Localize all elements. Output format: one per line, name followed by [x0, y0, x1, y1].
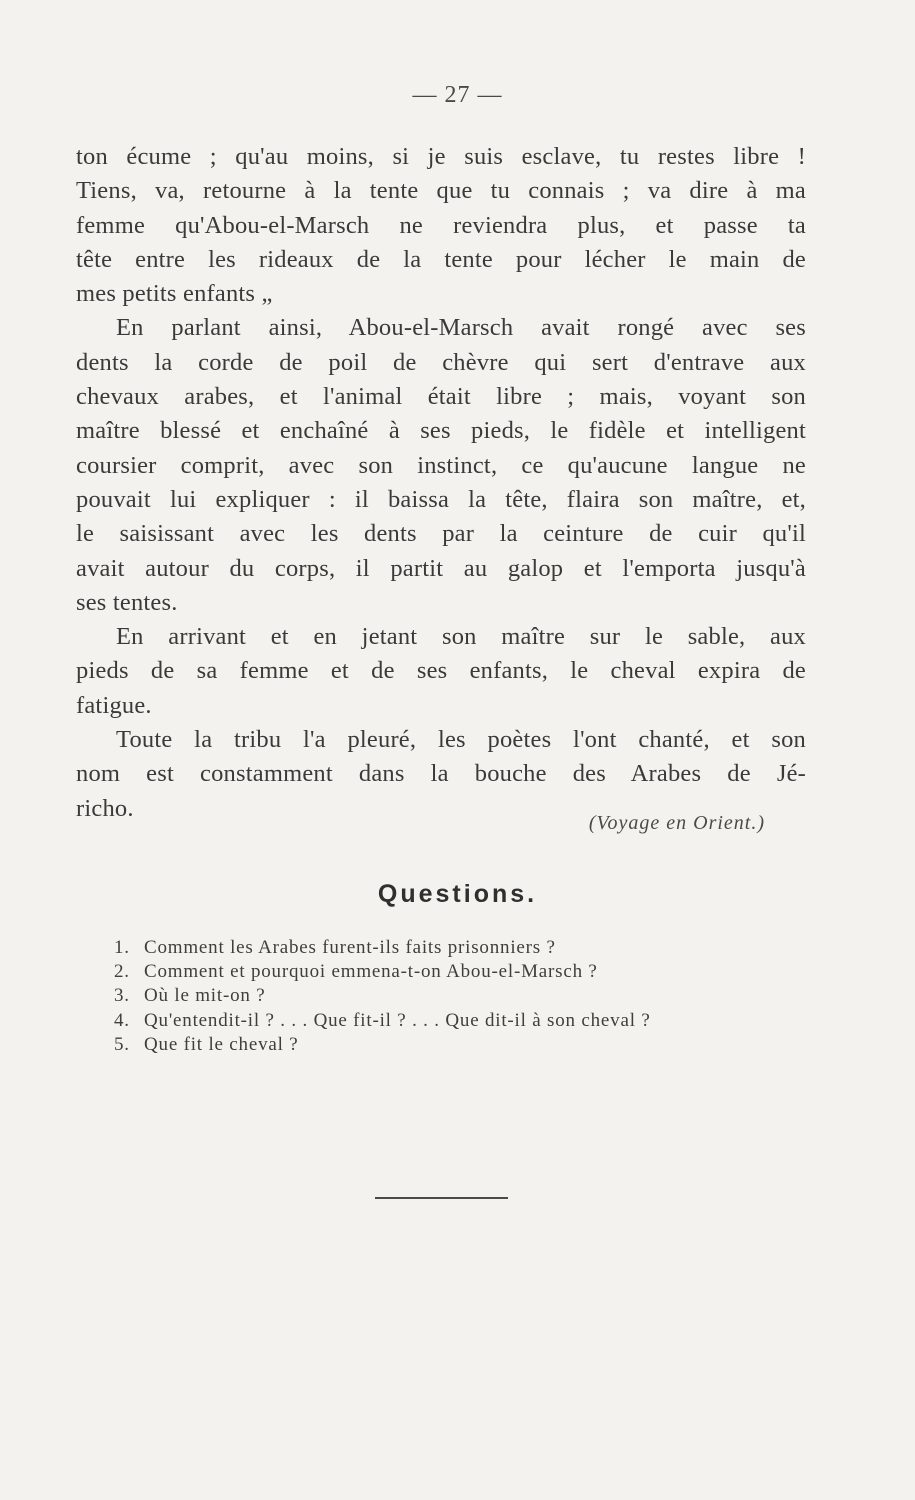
- text-line: Tiens, va, retourne à la tente que tu connais ; va dire à ma: [76, 177, 806, 205]
- question-item: [114, 1033, 794, 1057]
- text-line: dents la corde de poil de chèvre qui sert d'entrave aux: [76, 348, 806, 376]
- body-text: [76, 140, 806, 826]
- question-number: 2.: [114, 961, 130, 983]
- text-line: nom est constamment dans la bouche des Arabes de Jé-: [76, 760, 806, 788]
- text-line: pieds de sa femme et de ses enfants, le cheval expira de: [76, 657, 806, 685]
- text-line: En parlant ainsi, Abou-el-Marsch avait rongé avec ses: [116, 314, 806, 342]
- text-line: coursier comprit, avec son instinct, ce qu'aucune langue ne: [76, 451, 806, 479]
- text-line: mes petits enfants „: [76, 280, 273, 308]
- text-line: pouvait lui expliquer : il baissa la tête, flaira son maître, et,: [76, 485, 806, 513]
- question-text: Où le mit-on ?: [144, 985, 266, 1007]
- text-line: ses tentes.: [76, 588, 178, 616]
- question-text: Comment les Arabes furent-ils faits prisonniers ?: [144, 937, 556, 958]
- text-line: maître blessé et enchaîné à ses pieds, le fidèle et intelligent: [76, 417, 806, 445]
- question-number: 1.: [114, 937, 130, 958]
- text-line: femme qu'Abou-el-Marsch ne reviendra plus, et passe ta: [76, 211, 806, 239]
- text-line: fatigue.: [76, 691, 152, 719]
- question-text: Qu'entendit-il ? . . . Que fit-il ? . . . Que dit-il à son cheval ?: [144, 1009, 651, 1031]
- question-item: [114, 960, 794, 984]
- question-item: [114, 936, 794, 960]
- text-line: Toute la tribu l'a pleuré, les poètes l'ont chanté, et son: [116, 726, 806, 754]
- end-rule: [375, 1197, 508, 1199]
- question-text: Comment et pourquoi emmena-t-on Abou-el-Marsch ?: [144, 961, 598, 983]
- question-item: [114, 1009, 794, 1033]
- question-number: 3.: [114, 985, 130, 1007]
- text-line: richo.: [76, 794, 134, 822]
- text-line: ton écume ; qu'au moins, si je suis esclave, tu restes libre !: [76, 143, 806, 170]
- text-line: tête entre les rideaux de la tente pour lécher le main de: [76, 245, 806, 273]
- question-number: 4.: [114, 1009, 130, 1031]
- text-line: En arrivant et en jetant son maître sur le sable, aux: [116, 623, 806, 651]
- text-line: chevaux arabes, et l'animal était libre ; mais, voyant son: [76, 383, 806, 411]
- question-item: [114, 984, 794, 1008]
- question-number: 5.: [114, 1033, 130, 1055]
- page-number: — 27 —: [412, 82, 503, 108]
- text-line: le saisissant avec les dents par la ceinture de cuir qu'il: [76, 520, 806, 548]
- questions-list: [114, 936, 794, 1057]
- text-line: avait autour du corps, il partit au galop et l'emporta jusqu'à: [76, 554, 806, 582]
- questions-heading: Questions.: [377, 880, 538, 908]
- question-text: Que fit le cheval ?: [144, 1033, 299, 1055]
- source-citation: (Voyage en Orient.): [588, 812, 765, 834]
